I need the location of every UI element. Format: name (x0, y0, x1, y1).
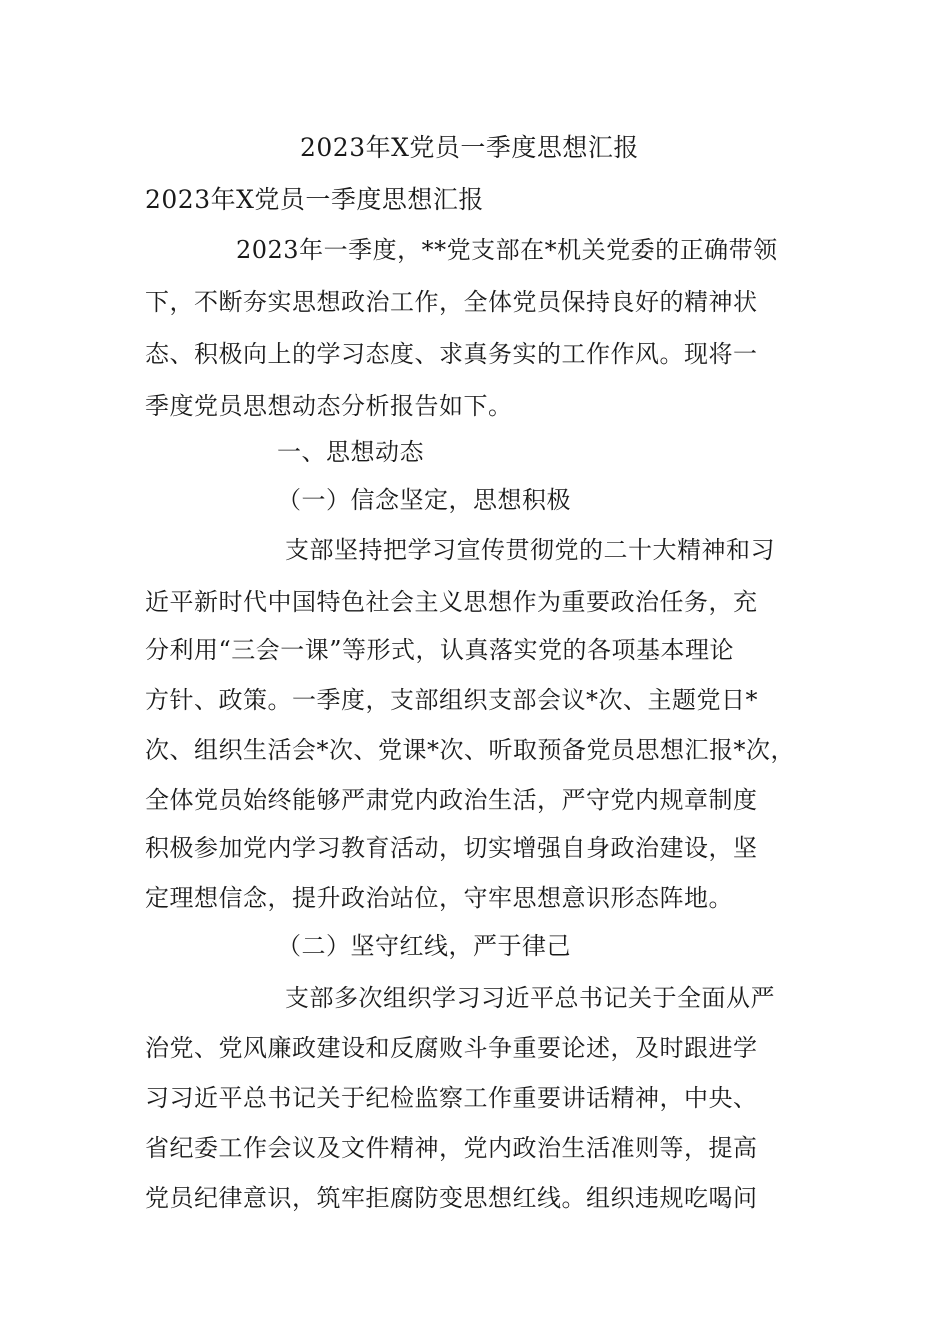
paragraph-line: 支部坚持把学习宣传贯彻党的二十大精神和习 (285, 536, 775, 564)
paragraph-line: 次、组织生活会*次、党课*次、听取预备党员思想汇报*次， (145, 736, 795, 764)
section-heading: 一、思想动态 (277, 438, 424, 466)
paragraph-line: 方针、政策。一季度，支部组织支部会议*次、主题党日* (145, 686, 758, 714)
intro-line: 态、积极向上的学习态度、求真务实的工作作风。现将一 (145, 340, 758, 368)
intro-line: 2023年一季度，**党支部在*机关党委的正确带领 (236, 236, 778, 264)
intro-line: 下，不断夯实思想政治工作，全体党员保持良好的精神状 (145, 288, 758, 316)
paragraph-line: 近平新时代中国特色社会主义思想作为重要政治任务，充 (145, 588, 758, 616)
paragraph-line: 积极参加党内学习教育活动，切实增强自身政治建设，坚 (145, 834, 758, 862)
document-subtitle: 2023年X党员一季度思想汇报 (145, 185, 484, 214)
paragraph-line: 支部多次组织学习习近平总书记关于全面从严 (285, 984, 775, 1012)
page-title: 2023年X党员一季度思想汇报 (300, 133, 639, 162)
paragraph-line: 全体党员始终能够严肃党内政治生活，严守党内规章制度 (145, 786, 758, 814)
intro-line: 季度党员思想动态分析报告如下。 (145, 392, 513, 420)
paragraph-line: 分利用“三会一课”等形式，认真落实党的各项基本理论 (145, 636, 735, 664)
paragraph-line: 治党、党风廉政建设和反腐败斗争重要论述，及时跟进学 (145, 1034, 758, 1062)
paragraph-line: 省纪委工作会议及文件精神，党内政治生活准则等，提高 (145, 1134, 758, 1162)
paragraph-line: 党员纪律意识，筑牢拒腐防变思想红线。组织违规吃喝问 (145, 1184, 758, 1212)
paragraph-line: 定理想信念，提升政治站位，守牢思想意识形态阵地。 (145, 884, 733, 912)
paragraph-line: 习习近平总书记关于纪检监察工作重要讲话精神，中央、 (145, 1084, 758, 1112)
subsection-heading: （一）信念坚定，思想积极 (277, 486, 571, 514)
subsection-heading: （二）坚守红线，严于律己 (277, 932, 571, 960)
